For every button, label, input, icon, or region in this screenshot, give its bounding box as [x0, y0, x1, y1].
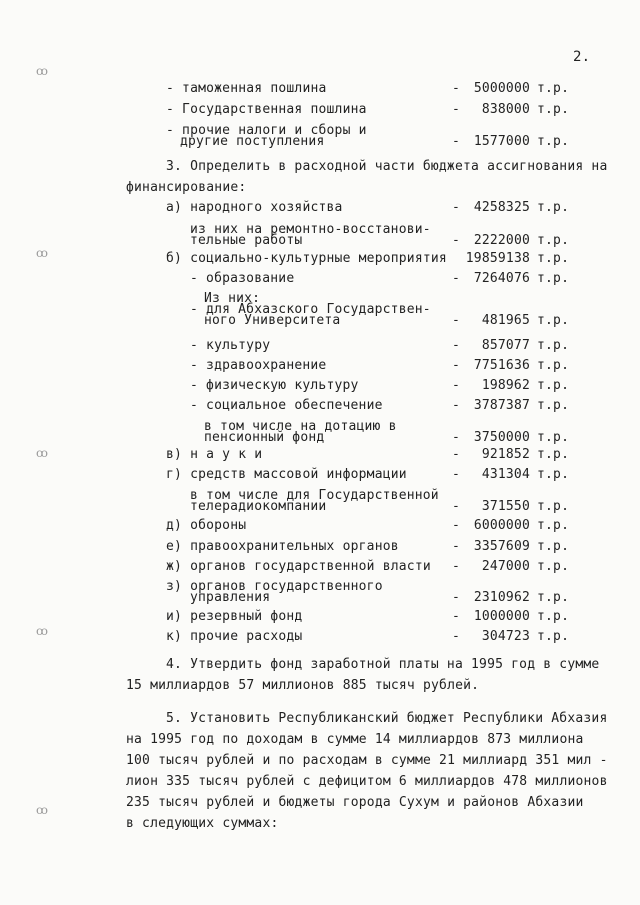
item-label: - прочие налоги и сборы и	[166, 123, 367, 138]
item-label: з) органов государственного	[166, 579, 383, 594]
item-dash: -	[452, 629, 461, 644]
item-label: телерадиокомпании	[190, 499, 327, 514]
item-unit: т.р.	[537, 102, 570, 117]
item-label: - образование	[190, 271, 295, 286]
item-unit: т.р.	[537, 447, 570, 462]
item-dash: -	[452, 539, 461, 554]
item-dash: -	[452, 499, 461, 514]
item-unit: т.р.	[537, 358, 570, 373]
item-amount: 304723	[481, 629, 530, 644]
item-unit: т.р.	[537, 200, 570, 215]
item-dash: -	[452, 200, 461, 215]
item-label: Из них:	[204, 291, 261, 306]
item-label: а) народного хозяйства	[166, 200, 343, 215]
paragraph-5-line-4: лион 335 тысяч рублей с дефицитом 6 миллиардов 478 миллионов	[126, 774, 608, 789]
item-amount: 7751636	[473, 358, 530, 373]
paragraph-5-line-6: в следующих суммах:	[126, 816, 279, 831]
item-dash: -	[452, 430, 461, 445]
item-dash: -	[452, 518, 461, 533]
paragraph-4-line-2: 15 миллиардов 57 миллионов 885 тысяч рублей.	[126, 678, 480, 693]
item-label: управления	[190, 590, 271, 605]
item-label: из них на ремонтно-восстанови-	[190, 222, 431, 237]
item-amount: 1577000	[473, 134, 530, 149]
item-dash: -	[452, 398, 461, 413]
item-dash: -	[452, 271, 461, 286]
item-unit: т.р.	[537, 313, 570, 328]
item-dash: -	[452, 134, 461, 149]
item-label: г) средств массовой информации	[166, 467, 407, 482]
item-unit: т.р.	[537, 134, 570, 149]
item-unit: т.р.	[537, 271, 570, 286]
item-amount: 2222000	[473, 233, 530, 248]
item-unit: т.р.	[537, 251, 570, 266]
item-unit: т.р.	[537, 467, 570, 482]
item-dash: -	[452, 590, 461, 605]
paragraph-5-line-1: 5. Установить Республиканский бюджет Республики Абхазия	[166, 711, 608, 726]
item-unit: т.р.	[537, 378, 570, 393]
margin-mark: ꝏ	[36, 624, 48, 638]
item-amount: 198962	[481, 378, 530, 393]
paragraph-3-line-1: 3. Определить в расходной части бюджета ассигнования на	[166, 159, 608, 174]
item-amount: 3750000	[473, 430, 530, 445]
item-amount: 6000000	[473, 518, 530, 533]
item-unit: т.р.	[537, 430, 570, 445]
paragraph-5-line-3: 100 тысяч рублей и по расходам в сумме 21 миллиард 351 мил -	[126, 753, 608, 768]
item-amount: 7264076	[473, 271, 530, 286]
item-label: ного Университета	[204, 313, 341, 328]
item-label: - культуру	[190, 338, 271, 353]
item-unit: т.р.	[537, 609, 570, 624]
item-label: и) резервный фонд	[166, 609, 303, 624]
item-amount: 19859138	[465, 251, 530, 266]
item-dash: -	[452, 467, 461, 482]
item-amount: 1000000	[473, 609, 530, 624]
item-amount: 857077	[481, 338, 530, 353]
item-amount: 431304	[481, 467, 530, 482]
item-dash: -	[452, 378, 461, 393]
paragraph-5-line-5: 235 тысяч рублей и бюджеты города Сухум и районов Абхазии	[126, 795, 584, 810]
item-label: в том числе на дотацию в	[204, 419, 397, 434]
item-label: пенсионный фонд	[204, 430, 325, 445]
item-unit: т.р.	[537, 518, 570, 533]
item-unit: т.р.	[537, 233, 570, 248]
item-label: тельные работы	[190, 233, 303, 248]
item-label: к) прочие расходы	[166, 629, 303, 644]
page-number: 2.	[573, 49, 591, 65]
margin-mark: ꝏ	[36, 803, 48, 817]
item-dash: -	[452, 233, 461, 248]
margin-mark: ꝏ	[36, 64, 48, 78]
item-label: ж) органов государственной власти	[166, 559, 431, 574]
item-label: - здравоохранение	[190, 358, 327, 373]
item-amount: 3357609	[473, 539, 530, 554]
item-unit: т.р.	[537, 590, 570, 605]
margin-mark: ꝏ	[36, 446, 48, 460]
item-dash: -	[452, 358, 461, 373]
item-dash: -	[452, 338, 461, 353]
item-amount: 5000000	[473, 81, 530, 96]
item-dash: -	[452, 313, 461, 328]
item-label: - для Абхазского Государствен-	[190, 302, 431, 317]
item-dash: -	[452, 559, 461, 574]
item-unit: т.р.	[537, 338, 570, 353]
item-amount: 481965	[481, 313, 530, 328]
paragraph-5-line-2: на 1995 год по доходам в сумме 14 миллиардов 873 миллиона	[126, 732, 584, 747]
item-amount: 4258325	[473, 200, 530, 215]
item-unit: т.р.	[537, 629, 570, 644]
paragraph-4-line-1: 4. Утвердить фонд заработной платы на 1995 год в сумме	[166, 657, 600, 672]
item-label: б) социально-культурные мероприятия	[166, 251, 447, 266]
item-dash: -	[452, 447, 461, 462]
item-unit: т.р.	[537, 539, 570, 554]
item-label: в) н а у к и	[166, 447, 263, 462]
item-label: в том числе для Государственной	[190, 488, 439, 503]
item-unit: т.р.	[537, 81, 570, 96]
margin-mark: ꝏ	[36, 246, 48, 260]
item-amount: 3787387	[473, 398, 530, 413]
item-label: е) правоохранительных органов	[166, 539, 399, 554]
item-label: д) обороны	[166, 518, 247, 533]
item-dash: -	[452, 609, 461, 624]
item-amount: 838000	[481, 102, 530, 117]
item-unit: т.р.	[537, 499, 570, 514]
item-unit: т.р.	[537, 398, 570, 413]
item-amount: 2310962	[473, 590, 530, 605]
item-label: - таможенная пошлина	[166, 81, 327, 96]
item-amount: 247000	[481, 559, 530, 574]
item-amount: 921852	[481, 447, 530, 462]
paragraph-3-line-2: финансирование:	[126, 180, 247, 195]
item-unit: т.р.	[537, 559, 570, 574]
item-dash: -	[452, 81, 461, 96]
item-label: - физическую культуру	[190, 378, 359, 393]
item-dash: -	[452, 102, 461, 117]
item-label: - Государственная пошлина	[166, 102, 367, 117]
item-amount: 371550	[481, 499, 530, 514]
item-label: другие поступления	[180, 134, 325, 149]
item-label: - социальное обеспечение	[190, 398, 383, 413]
